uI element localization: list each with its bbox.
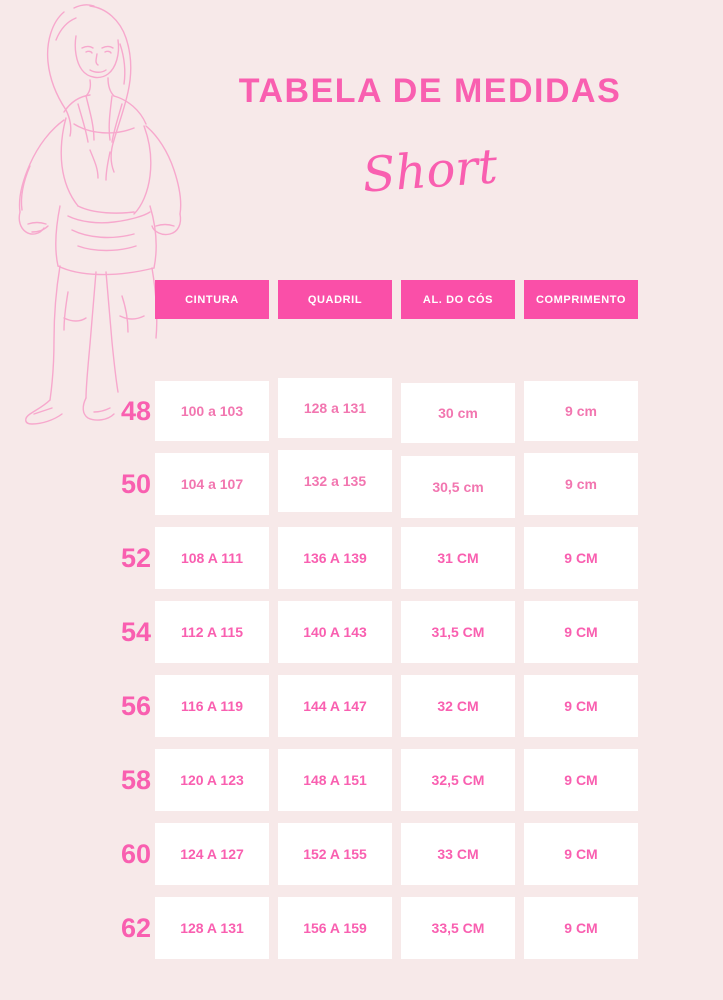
cell-quadril: 148 A 151: [278, 749, 392, 811]
cell-altura-cos: 31,5 CM: [401, 601, 515, 663]
page-title: TABELA DE MEDIDAS: [238, 72, 622, 110]
table-row: [120, 453, 675, 515]
cell-quadril: 140 A 143: [278, 601, 392, 663]
cell-quadril: 128 a 131: [278, 378, 392, 438]
row-size-label: 62: [120, 912, 151, 943]
row-size-label: 52: [120, 542, 151, 573]
table-row: [120, 675, 675, 737]
cell-altura-cos: 32,5 CM: [401, 749, 515, 811]
cell-cintura: 100 a 103: [155, 381, 269, 441]
row-size-label: 50: [120, 468, 151, 499]
cell-altura-cos: 30 cm: [401, 383, 515, 443]
cell-comprimento: 9 CM: [524, 601, 638, 663]
table-row: [120, 749, 675, 811]
cell-cintura: 124 A 127: [155, 823, 269, 885]
cell-cintura: 128 A 131: [155, 897, 269, 959]
page-subtitle: Short: [360, 138, 500, 204]
cell-quadril: 144 A 147: [278, 675, 392, 737]
cell-comprimento: 9 CM: [524, 675, 638, 737]
cell-comprimento: 9 cm: [524, 453, 638, 515]
column-header-quadril: QUADRIL: [278, 280, 392, 319]
table-row: [120, 527, 675, 589]
table-header-row: [155, 280, 675, 319]
cell-quadril: 156 A 159: [278, 897, 392, 959]
table-row: [120, 381, 675, 441]
cell-cintura: 120 A 123: [155, 749, 269, 811]
cell-cintura: 112 A 115: [155, 601, 269, 663]
cell-altura-cos: 32 CM: [401, 675, 515, 737]
cell-cintura: 104 a 107: [155, 453, 269, 515]
cell-comprimento: 9 CM: [524, 749, 638, 811]
table-body: [120, 381, 675, 959]
cell-quadril: 132 a 135: [278, 450, 392, 512]
table-row: [120, 897, 675, 959]
cell-altura-cos: 31 CM: [401, 527, 515, 589]
size-table: [120, 280, 675, 971]
cell-altura-cos: 33,5 CM: [401, 897, 515, 959]
row-size-label: 56: [120, 690, 151, 721]
row-size-label: 60: [120, 838, 151, 869]
column-header-comprimento: COMPRIMENTO: [524, 280, 638, 319]
cell-cintura: 108 A 111: [155, 527, 269, 589]
cell-comprimento: 9 CM: [524, 823, 638, 885]
row-size-label: 54: [120, 616, 151, 647]
column-header-cintura: CINTURA: [155, 280, 269, 319]
cell-comprimento: 9 CM: [524, 897, 638, 959]
cell-quadril: 136 A 139: [278, 527, 392, 589]
row-size-label: 48: [120, 395, 151, 426]
table-row: [120, 601, 675, 663]
column-header-altura-cos: AL. DO CÓS: [401, 280, 515, 319]
cell-comprimento: 9 cm: [524, 381, 638, 441]
cell-comprimento: 9 CM: [524, 527, 638, 589]
cell-quadril: 152 A 155: [278, 823, 392, 885]
row-size-label: 58: [120, 764, 151, 795]
table-row: [120, 823, 675, 885]
cell-cintura: 116 A 119: [155, 675, 269, 737]
cell-altura-cos: 33 CM: [401, 823, 515, 885]
cell-altura-cos: 30,5 cm: [401, 456, 515, 518]
